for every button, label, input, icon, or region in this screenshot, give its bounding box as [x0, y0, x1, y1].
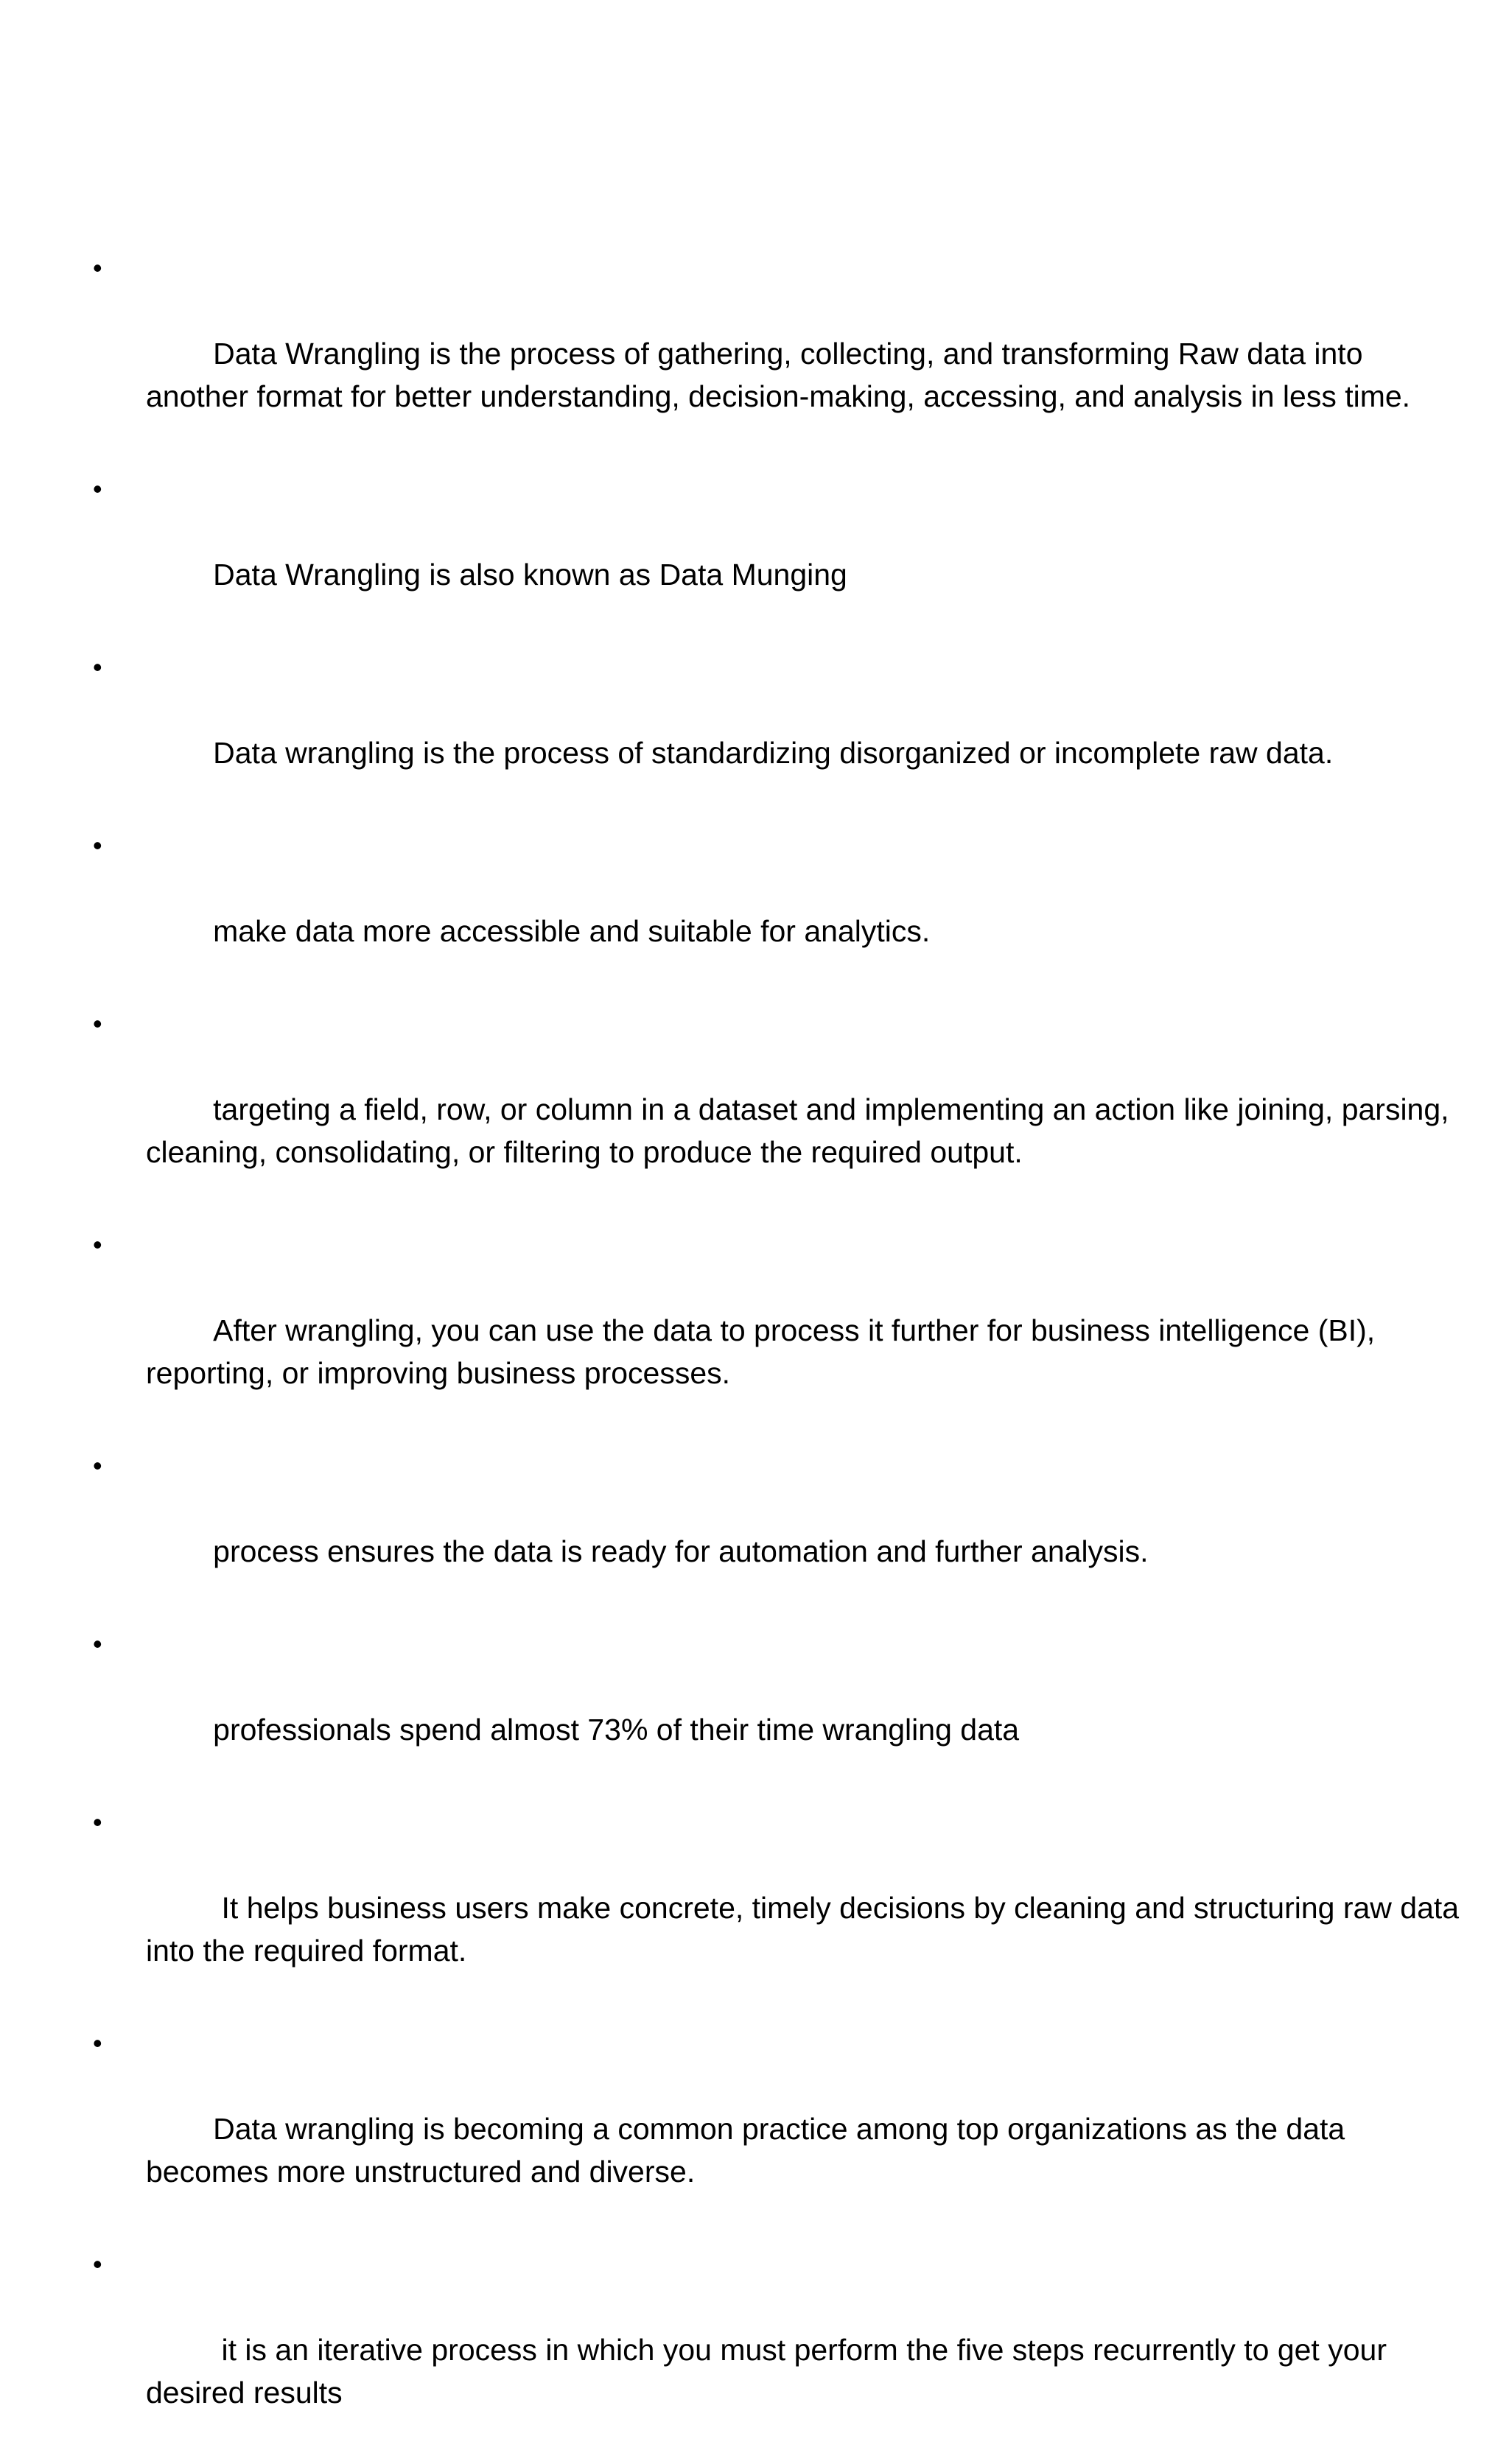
bullet-icon: • [93, 253, 102, 283]
bullet-list [87, 247, 1472, 2457]
bullet-item [87, 2243, 1472, 2457]
bullet-text: Data Wrangling is the process of gathering, collecting, and transforming Raw data into another format for better understanding, decision-making, accessing, and analysis in less time. [146, 337, 1411, 413]
bullet-text: targeting a field, row, or column in a dataset and implementing an action like joining, parsing, cleaning, consolidating, or filtering to produce the required output. [146, 1092, 1457, 1169]
bullet-item [87, 1003, 1472, 1216]
bullet-icon: • [93, 652, 102, 682]
bullet-text: Data wrangling is the process of standardizing disorganized or incomplete raw data. [213, 736, 1334, 770]
bullet-item [87, 468, 1472, 639]
bullet-item [87, 247, 1472, 460]
bullet-item [87, 646, 1472, 817]
bullet-item [87, 1801, 1472, 2015]
bullet-icon: • [93, 1008, 102, 1039]
bullet-text: process ensures the data is ready for automation and further analysis. [213, 1534, 1149, 1568]
bullet-text: make data more accessible and suitable for analytics. [213, 914, 931, 948]
bullet-item [87, 2022, 1472, 2236]
bullet-icon: • [93, 1229, 102, 1260]
bullet-item [87, 1224, 1472, 1437]
bullet-icon: • [93, 474, 102, 504]
bullet-icon: • [93, 1629, 102, 1659]
bullet-icon: • [93, 830, 102, 860]
bullet-text: After wrangling, you can use the data to process it further for business intelligence (BI), reporting, or improving business processes. [146, 1313, 1384, 1390]
slide-body [87, 247, 1472, 2464]
bullet-text: it is an iterative process in which you must perform the five steps recurrently to get your desired results [146, 2333, 1396, 2409]
bullet-text: Data Wrangling is also known as Data Munging [213, 558, 847, 592]
bullet-text: professionals spend almost 73% of their time wrangling data [213, 1713, 1020, 1747]
bullet-text: Data wrangling is becoming a common practice among top organizations as the data becomes more unstructured and diverse. [146, 2112, 1354, 2189]
bullet-text: It helps business users make concrete, timely decisions by cleaning and structuring raw data into the required format. [146, 1891, 1468, 1968]
bullet-icon: • [93, 2249, 102, 2279]
bullet-item [87, 824, 1472, 995]
bullet-icon: • [93, 1807, 102, 1837]
bullet-icon: • [93, 2028, 102, 2058]
bullet-icon: • [93, 1450, 102, 1481]
bullet-item [87, 1445, 1472, 1615]
bullet-item [87, 1623, 1472, 1794]
